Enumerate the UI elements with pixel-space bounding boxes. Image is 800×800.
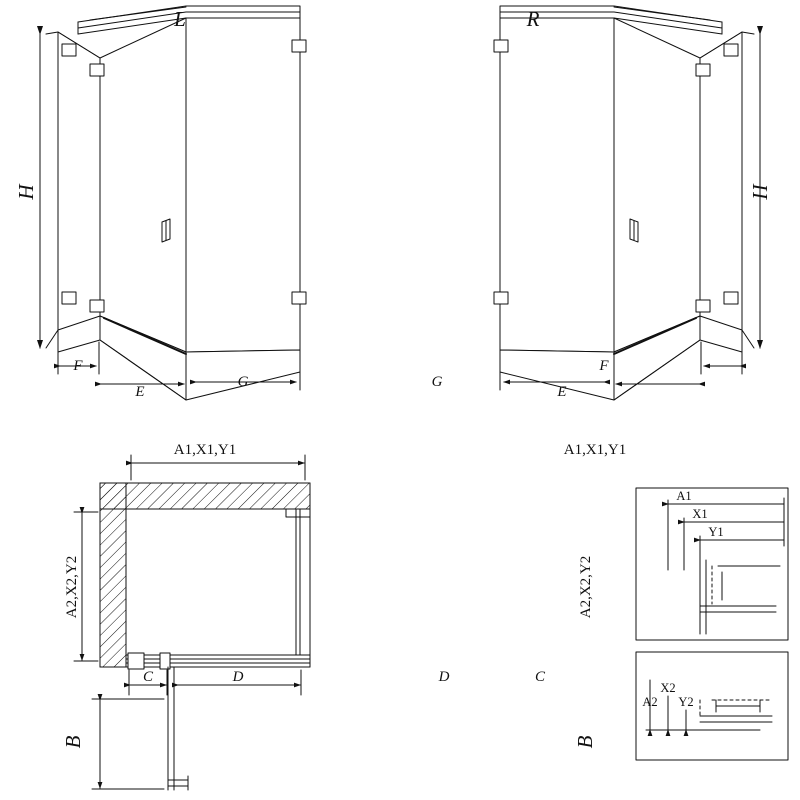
dim-f-left: F [73, 358, 83, 374]
dim-d-left: D [232, 669, 244, 685]
dim-e-right: E [557, 384, 567, 400]
label-handing-left: L [174, 7, 186, 31]
dim-a2x2y2-right: A2,X2,Y2 [578, 555, 594, 619]
dim-g-left: G [237, 374, 249, 390]
iso-view-left [40, 6, 306, 400]
detail-dim-x1: X1 [692, 507, 708, 521]
dim-h-right: H [748, 184, 772, 200]
dim-g-right: G [431, 374, 443, 390]
dim-b-left: B [61, 735, 85, 749]
detail-dim-y2: Y2 [678, 695, 694, 709]
dim-a2x2y2-left: A2,X2,Y2 [64, 555, 80, 619]
dim-e-left: E [135, 384, 145, 400]
dim-d-right: D [438, 669, 450, 685]
plan-view-left [74, 455, 310, 790]
dim-c-right: C [534, 669, 546, 685]
label-handing-right: R [526, 7, 540, 31]
dim-a1x1y1-left: A1,X1,Y1 [173, 442, 237, 458]
detail-dim-a1: A1 [676, 489, 692, 503]
detail-view-bottom [636, 652, 788, 760]
dim-b-right: B [573, 735, 597, 749]
detail-view-top [636, 488, 788, 640]
detail-dim-x2: X2 [660, 681, 676, 695]
dim-h-left: H [14, 184, 38, 200]
dim-f-right: F [599, 358, 609, 374]
iso-view-right [494, 6, 760, 400]
dim-a1x1y1-right: A1,X1,Y1 [563, 442, 627, 458]
detail-dim-a2: A2 [642, 695, 658, 709]
dim-c-left: C [142, 669, 154, 685]
detail-dim-y1: Y1 [708, 525, 724, 539]
